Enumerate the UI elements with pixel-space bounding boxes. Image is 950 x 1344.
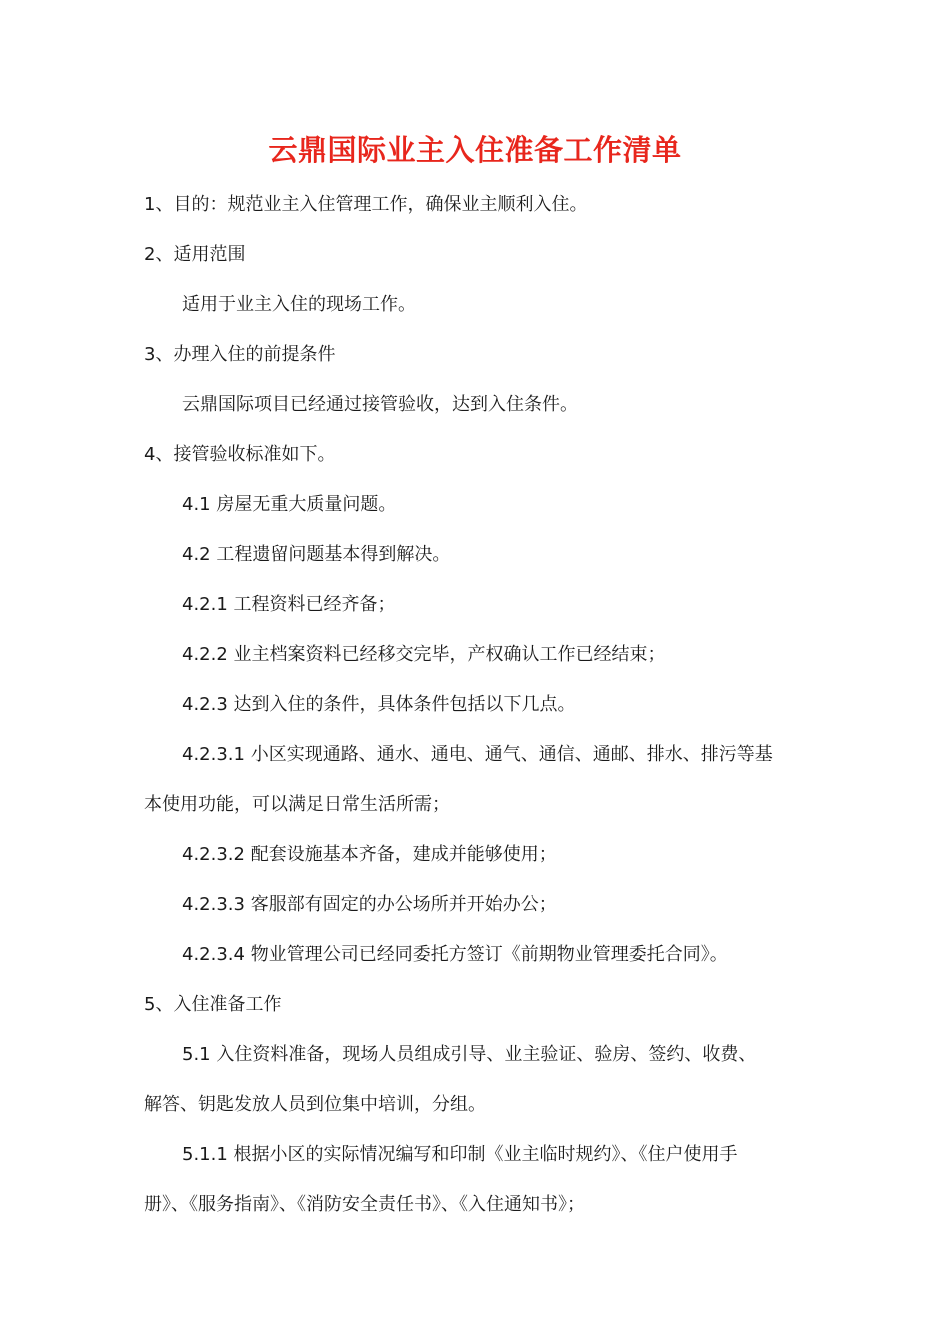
item-4-2-3-1-continued: 本使用功能，可以满足日常生活所需； <box>144 794 450 815</box>
item-5-1: 5.1 入住资料准备，现场人员组成引导、业主验证、验房、签约、收费、 <box>182 1044 757 1065</box>
item-4-2-3-1: 4.2.3.1 小区实现通路、通水、通电、通气、通信、通邮、排水、排污等基 <box>182 744 773 765</box>
section-2-text: 适用于业主入住的现场工作。 <box>182 294 416 315</box>
item-5-1-continued: 解答、钥匙发放人员到位集中培训，分组。 <box>144 1094 486 1115</box>
item-4-2: 4.2 工程遗留问题基本得到解决。 <box>182 544 451 565</box>
section-3-heading: 3、办理入住的前提条件 <box>144 344 336 365</box>
document-title: 云鼎国际业主入住准备工作清单 <box>268 133 682 167</box>
item-4-2-1: 4.2.1 工程资料已经齐备； <box>182 594 396 615</box>
document-body <box>144 180 814 1230</box>
item-4-2-3: 4.2.3 达到入住的条件，具体条件包括以下几点。 <box>182 694 576 715</box>
item-4-2-3-3: 4.2.3.3 客服部有固定的办公场所并开始办公； <box>182 894 557 915</box>
section-5-heading: 5、入住准备工作 <box>144 994 282 1015</box>
section-2-heading: 2、适用范围 <box>144 244 246 265</box>
section-4-heading: 4、接管验收标准如下。 <box>144 444 336 465</box>
item-5-1-1: 5.1.1 根据小区的实际情况编写和印制《业主临时规约》、《住户使用手 <box>182 1144 738 1165</box>
item-4-1: 4.1 房屋无重大质量问题。 <box>182 494 397 515</box>
section-3-text: 云鼎国际项目已经通过接管验收，达到入住条件。 <box>182 394 578 415</box>
item-4-2-2: 4.2.2 业主档案资料已经移交完毕，产权确认工作已经结束； <box>182 644 666 665</box>
item-5-1-1-continued: 册》、《服务指南》、《消防安全责任书》、《入住通知书》； <box>144 1194 585 1215</box>
section-1-purpose: 1、目的：规范业主入住管理工作，确保业主顺利入住。 <box>144 194 588 215</box>
item-4-2-3-4: 4.2.3.4 物业管理公司已经同委托方签订《前期物业管理委托合同》。 <box>182 944 728 965</box>
item-4-2-3-2: 4.2.3.2 配套设施基本齐备，建成并能够使用； <box>182 844 557 865</box>
